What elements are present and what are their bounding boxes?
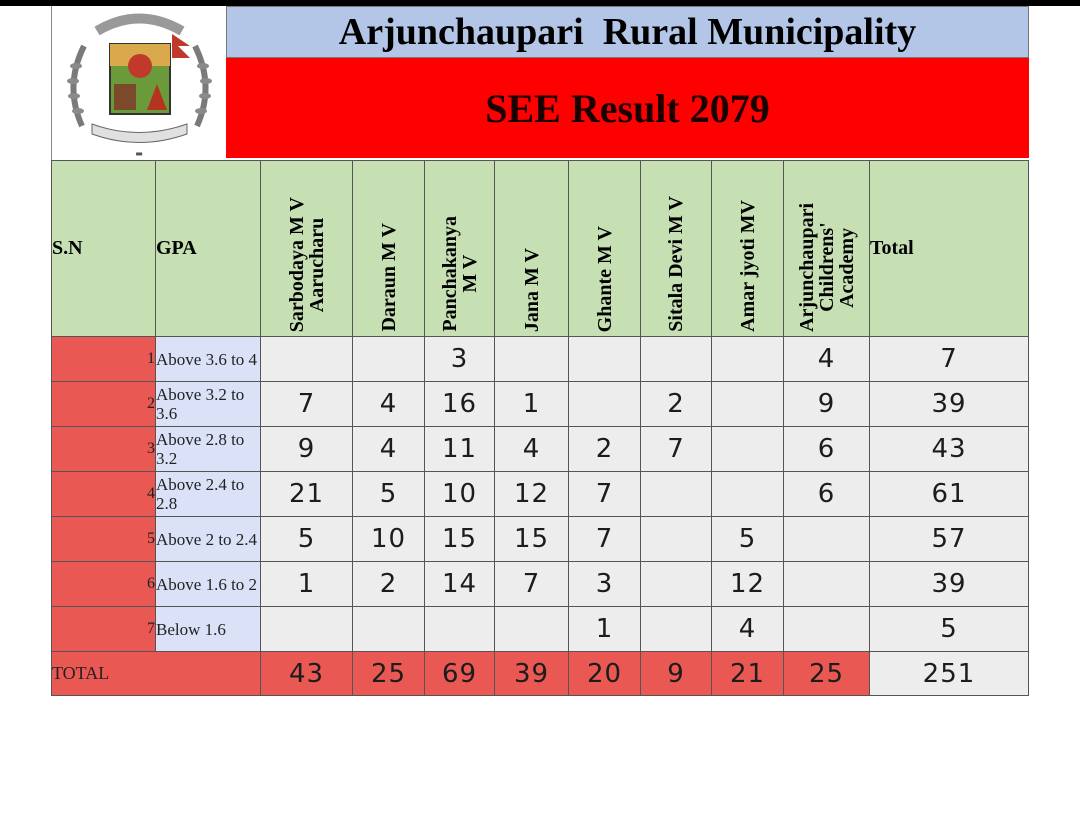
cell-count: 4 [353,382,425,427]
table-row [52,427,1029,472]
cell-count: 9 [784,382,870,427]
school-total: 25 [353,652,425,696]
row-gpa-range: Above 2 to 2.4 [156,517,261,562]
row-gpa-range: Below 1.6 [156,607,261,652]
school-total: 25 [784,652,870,696]
row-gpa-range: Above 1.6 to 2 [156,562,261,607]
row-gpa-range: Above 3.2 to 3.6 [156,382,261,427]
cell-count: 21 [261,472,353,517]
cell-count: 2 [641,382,712,427]
cell-count: 14 [425,562,495,607]
cell-count [569,382,641,427]
school-header-label: Arjunchaupari Childrens' Academy [795,203,858,332]
svg-text:▬: ▬ [135,149,143,158]
school-header [712,161,784,337]
cell-count [495,337,569,382]
table-row [52,382,1029,427]
table-body [52,337,1029,652]
row-total: 39 [870,382,1029,427]
cell-count: 7 [569,472,641,517]
cell-count: 3 [569,562,641,607]
cell-count [569,337,641,382]
cell-count: 10 [353,517,425,562]
school-header [569,161,641,337]
cell-count: 2 [353,562,425,607]
cell-count: 2 [569,427,641,472]
cell-count: 4 [353,427,425,472]
school-total: 9 [641,652,712,696]
school-total: 21 [712,652,784,696]
cell-count: 7 [495,562,569,607]
cell-count: 7 [261,382,353,427]
cell-count: 16 [425,382,495,427]
header-row [52,161,1029,337]
cell-count: 15 [425,517,495,562]
row-sn: 3 [52,427,156,472]
row-sn: 5 [52,517,156,562]
cell-count: 7 [641,427,712,472]
table-row [52,472,1029,517]
table-row [52,337,1029,382]
cell-count [712,472,784,517]
cell-count: 3 [425,337,495,382]
cell-count: 6 [784,472,870,517]
cell-count [641,517,712,562]
cell-count: 4 [784,337,870,382]
results-table [51,160,1029,696]
report-header [51,6,1029,160]
cell-count [641,607,712,652]
cell-count [784,517,870,562]
cell-count [641,472,712,517]
row-total: 39 [870,562,1029,607]
total-header: Total [870,161,1029,337]
cell-count: 5 [353,472,425,517]
school-total: 39 [495,652,569,696]
total-row [52,652,1029,696]
row-gpa-range: Above 3.6 to 4 [156,337,261,382]
row-total: 57 [870,517,1029,562]
table-row [52,517,1029,562]
cell-count [784,562,870,607]
cell-count: 9 [261,427,353,472]
cell-count: 11 [425,427,495,472]
school-header-label: Daraun M V [377,223,400,332]
cell-count: 15 [495,517,569,562]
row-total: 7 [870,337,1029,382]
cell-count [495,607,569,652]
school-header-label: Jana M V [520,247,543,332]
row-gpa-range: Above 2.4 to 2.8 [156,472,261,517]
cell-count [784,607,870,652]
cell-count: 10 [425,472,495,517]
result-title: SEE Result 2079 [226,58,1029,158]
cell-count [353,607,425,652]
school-header-label: Ghante M V [593,225,616,332]
cell-count: 1 [495,382,569,427]
sn-header: S.N [52,161,156,337]
cell-count: 1 [261,562,353,607]
total-label: TOTAL [52,652,261,696]
row-sn: 7 [52,607,156,652]
municipality-emblem-icon [52,6,227,160]
row-sn: 6 [52,562,156,607]
school-header-label: Sitala Devi M V [665,196,687,332]
cell-count: 4 [495,427,569,472]
school-header [425,161,495,337]
gpa-header: GPA [156,161,261,337]
cell-count [712,382,784,427]
municipality-title: Arjunchaupari Rural Municipality [226,6,1029,58]
cell-count [641,562,712,607]
table-row [52,607,1029,652]
cell-count: 4 [712,607,784,652]
row-total: 61 [870,472,1029,517]
school-header-label: Sarbodaya M V Aarucharu [285,196,328,332]
school-header [641,161,712,337]
school-header-label: Amar jyoti MV [736,200,759,332]
school-total: 69 [425,652,495,696]
school-header [261,161,353,337]
row-sn: 2 [52,382,156,427]
row-gpa-range: Above 2.8 to 3.2 [156,427,261,472]
cell-count: 1 [569,607,641,652]
cell-count [261,607,353,652]
cell-count [425,607,495,652]
school-total: 20 [569,652,641,696]
cell-count [353,337,425,382]
row-total: 5 [870,607,1029,652]
cell-count: 7 [569,517,641,562]
cell-count [712,337,784,382]
logo-box [51,6,226,160]
cell-count [641,337,712,382]
cell-count: 6 [784,427,870,472]
row-sn: 1 [52,337,156,382]
cell-count: 5 [712,517,784,562]
school-header [353,161,425,337]
cell-count [261,337,353,382]
school-header-label: Panchakanya M V [438,216,481,332]
school-header [495,161,569,337]
grand-total: 251 [870,652,1029,696]
row-total: 43 [870,427,1029,472]
cell-count [712,427,784,472]
table-row [52,562,1029,607]
school-header [784,161,870,337]
cell-count: 12 [495,472,569,517]
cell-count: 12 [712,562,784,607]
row-sn: 4 [52,472,156,517]
school-total: 43 [261,652,353,696]
cell-count: 5 [261,517,353,562]
